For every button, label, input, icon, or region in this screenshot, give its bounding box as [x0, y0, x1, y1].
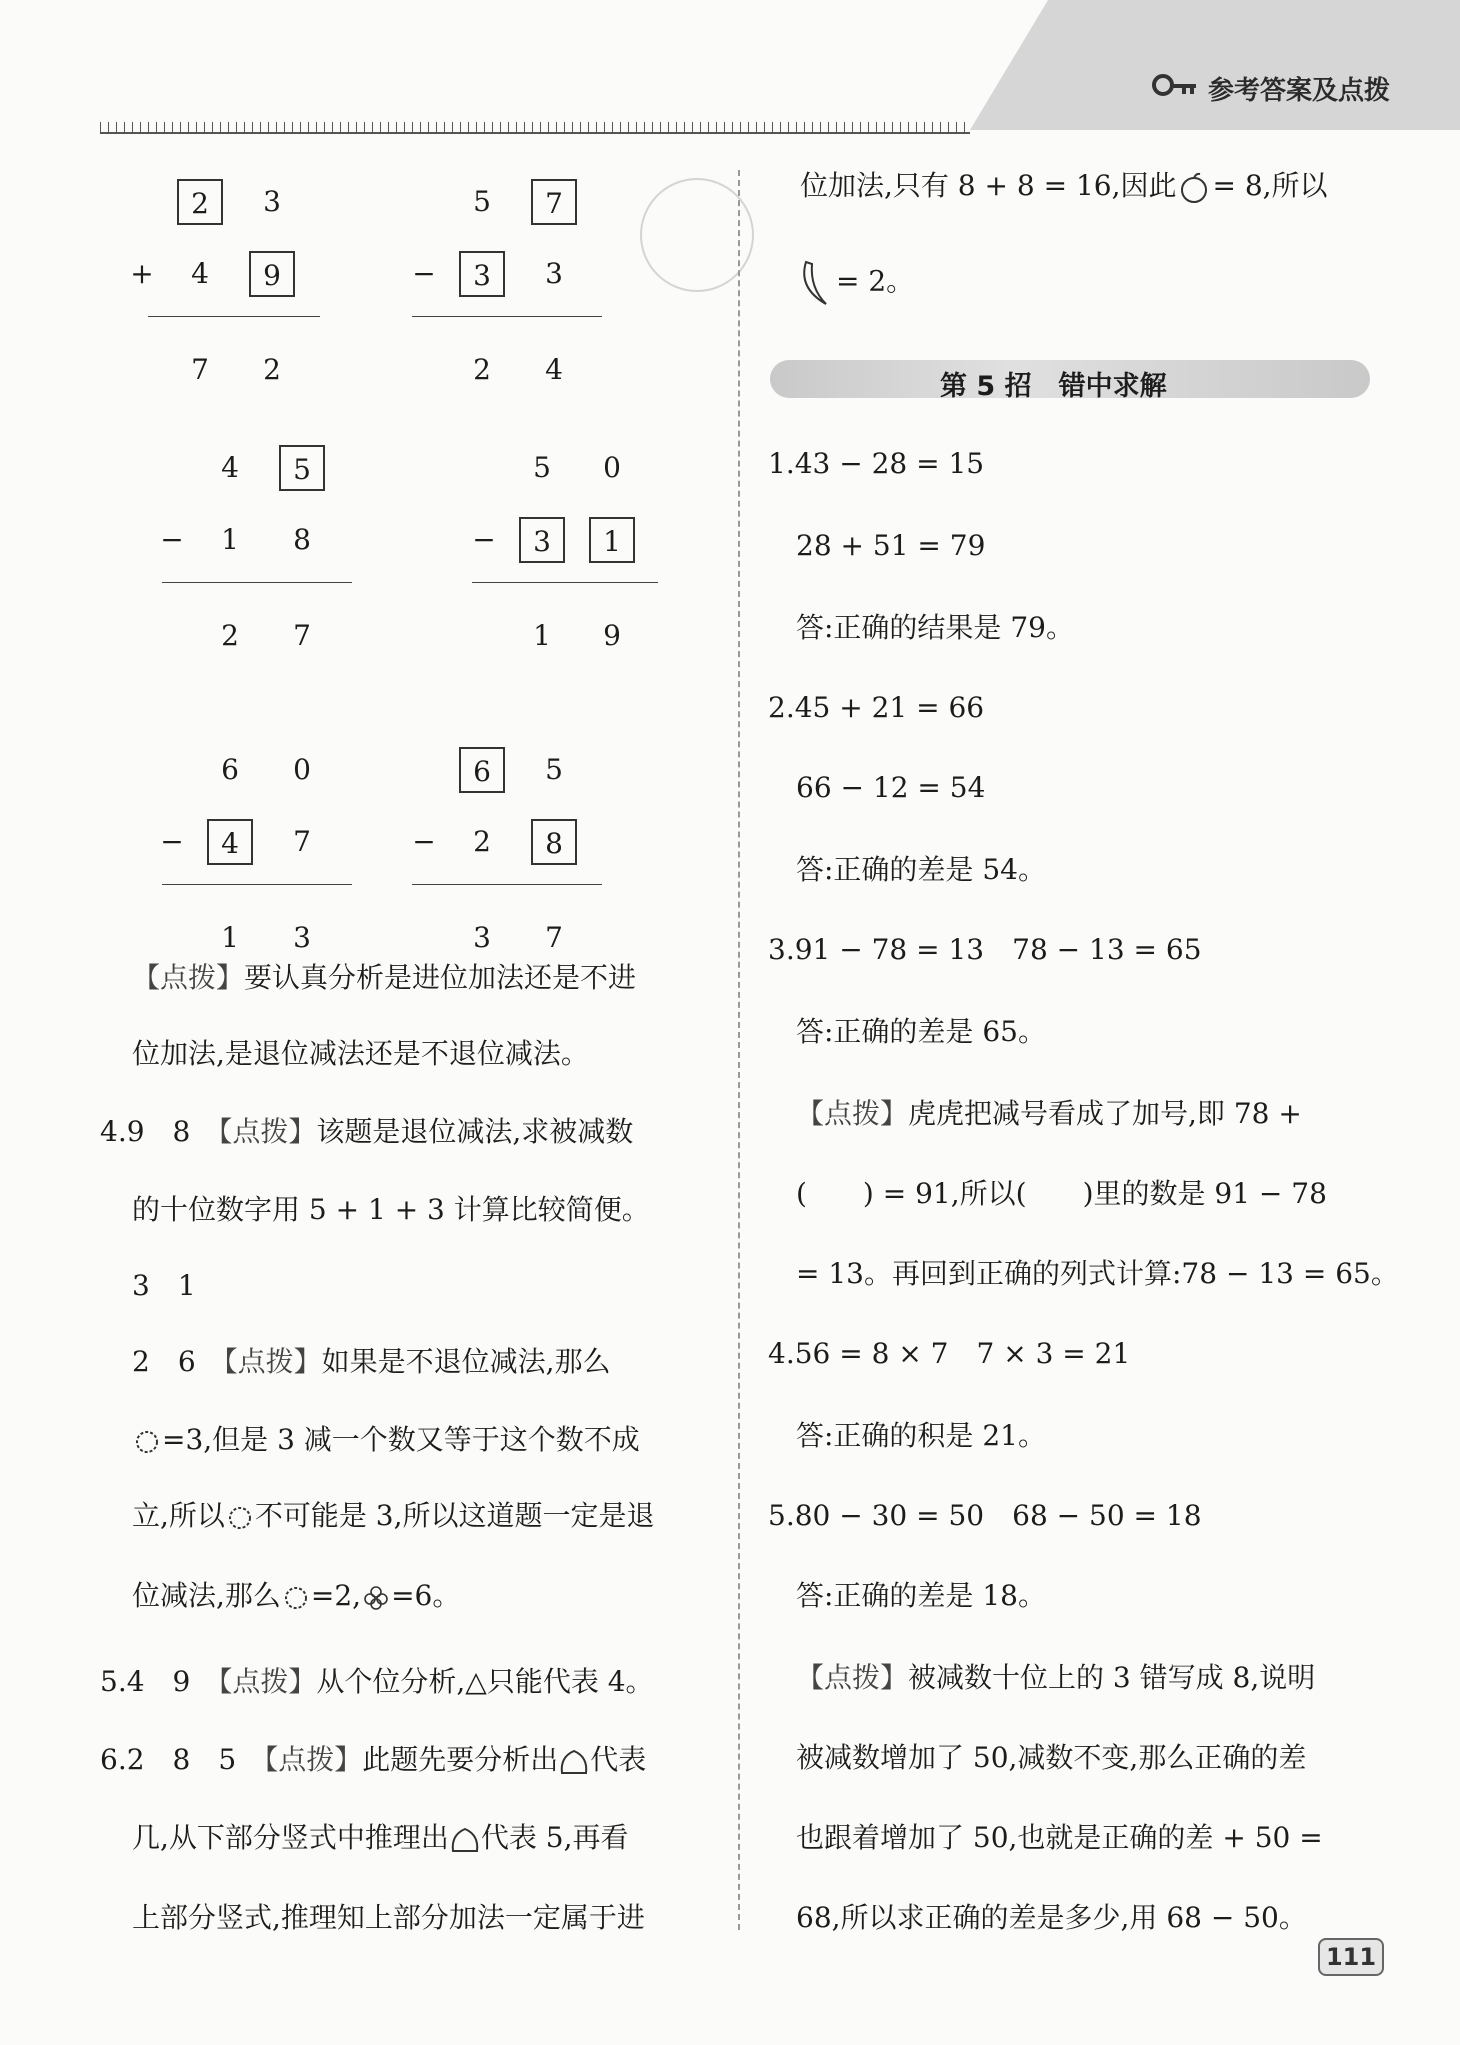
problem-6-rule — [412, 884, 602, 885]
problem-5-rule — [162, 884, 352, 885]
key-icon — [1152, 74, 1174, 96]
problem-3-mid-ones: 8 — [293, 523, 311, 556]
problem-2-rule — [412, 316, 602, 317]
problem-6-top-ones: 5 — [545, 753, 563, 786]
problem-3-result-ones: 7 — [293, 619, 311, 652]
q5-tip-line-2: 被减数增加了 50,减数不变,那么正确的差 — [796, 1741, 1307, 1774]
problem-2-mid-ones: 3 — [545, 257, 563, 290]
problem-5-top-ones: 0 — [293, 753, 311, 786]
q5-tip-line-4: 68,所以求正确的差是多少,用 68 − 50。 — [796, 1901, 1307, 1934]
problem-2-top-tens: 5 — [473, 185, 491, 218]
problem-4-result-ones: 9 — [603, 619, 621, 652]
q3-line-1: 3.91 − 78 = 13 78 − 13 = 65 — [768, 933, 1202, 966]
q4-line-1: 4.56 = 8 × 7 7 × 3 = 21 — [768, 1337, 1131, 1370]
problem-3-result-tens: 2 — [221, 619, 239, 652]
problem-4-rule — [472, 582, 658, 583]
q1-line-1: 1.43 − 28 = 15 — [768, 447, 985, 480]
q3-line-2: 答:正确的差是 65。 — [796, 1015, 1046, 1048]
problem-5-result-ones: 3 — [293, 921, 311, 954]
answer-4-line-6: 立,所以 不可能是 3,所以这道题一定是退 — [132, 1499, 655, 1532]
sun-ring-icon — [132, 1427, 162, 1457]
stamp-watermark-icon — [640, 178, 754, 292]
problem-2-result-tens: 2 — [473, 353, 491, 386]
peach-icon — [558, 1747, 590, 1777]
q5-line-2: 答:正确的差是 18。 — [796, 1579, 1046, 1612]
answer-4-line-5: =3,但是 3 减一个数又等于这个数不成 — [132, 1422, 640, 1458]
answer-5: 5.4 9 【点拨】从个位分析,△只能代表 4。 — [100, 1665, 654, 1698]
problem-1-result-tens: 7 — [191, 353, 209, 386]
problem-3-operator: − — [160, 523, 184, 556]
q2-line-1: 2.45 + 21 = 66 — [768, 691, 985, 724]
tip-1-line-2: 位加法,是退位减法还是不退位减法。 — [132, 1037, 589, 1070]
problem-1-mid-ones: 9 — [249, 251, 295, 297]
problem-4-top-ones: 0 — [603, 451, 621, 484]
problem-5-top-tens: 6 — [221, 753, 239, 786]
page-number: 111 — [1318, 1938, 1384, 1976]
section-title: 第 5 招 错中求解 — [940, 371, 1167, 402]
problem-6-mid-ones: 8 — [531, 819, 577, 865]
problem-3-mid-tens: 1 — [221, 523, 239, 556]
apple-icon — [1176, 171, 1212, 205]
q1-line-2: 28 + 51 = 79 — [796, 529, 986, 562]
q3-tip-line-3: = 13。再回到正确的列式计算:78 − 13 = 65。 — [796, 1257, 1399, 1290]
peach-icon — [449, 1825, 481, 1855]
answer-4-line-1: 4.9 8 【点拨】该题是退位减法,求被减数 — [100, 1115, 634, 1148]
q4-line-2: 答:正确的积是 21。 — [796, 1419, 1046, 1452]
header-title: 参考答案及点拨 — [1208, 76, 1391, 106]
problem-4-mid-ones: 1 — [589, 517, 635, 563]
q1-line-3: 答:正确的结果是 79。 — [796, 611, 1074, 644]
problem-5-result-tens: 1 — [221, 921, 239, 954]
q5-tip-line-1: 【点拨】被减数十位上的 3 错写成 8,说明 — [796, 1661, 1316, 1694]
key-icon-tooth — [1182, 84, 1186, 94]
problem-1-result-ones: 2 — [263, 353, 281, 386]
q5-line-1: 5.80 − 30 = 50 68 − 50 = 18 — [768, 1499, 1202, 1532]
sun-ring-icon — [281, 1583, 311, 1613]
problem-6-operator: − — [412, 825, 436, 858]
q2-line-2: 66 − 12 = 54 — [796, 771, 986, 804]
problem-6-result-ones: 7 — [545, 921, 563, 954]
problem-5-mid-ones: 7 — [293, 825, 311, 858]
problem-1-rule — [148, 316, 320, 317]
sun-ring-icon — [225, 1503, 255, 1533]
q3-tip-line-2: ( ) = 91,所以( )里的数是 91 − 78 — [796, 1177, 1327, 1210]
banana-icon — [796, 258, 836, 308]
problem-3-top-ones: 5 — [279, 445, 325, 491]
tip-1-line-1: 【点拨】要认真分析是进位加法还是不进 — [132, 961, 637, 994]
problem-6-mid-tens: 2 — [473, 825, 491, 858]
problem-3-top-tens: 4 — [221, 451, 239, 484]
cont-line-1: 位加法,只有 8 + 8 = 16,因此 = 8,所以 — [800, 168, 1328, 205]
problem-3-rule — [162, 582, 352, 583]
key-icon-tooth — [1190, 84, 1194, 94]
problem-2-result-ones: 4 — [545, 353, 563, 386]
problem-4-top-tens: 5 — [533, 451, 551, 484]
problem-5-mid-tens: 4 — [207, 819, 253, 865]
problem-2-operator: − — [412, 257, 436, 290]
problem-4-result-tens: 1 — [533, 619, 551, 652]
problem-4-operator: − — [472, 523, 496, 556]
answer-6-line-1: 6.2 8 5 【点拨】此题先要分析出 代表 — [100, 1743, 647, 1776]
cont-line-2: = 2。 — [796, 258, 914, 308]
problem-2-mid-tens: 3 — [459, 251, 505, 297]
answer-4-line-4: 2 6 【点拨】如果是不退位减法,那么 — [132, 1345, 611, 1378]
answer-6-line-3: 上部分竖式,推理知上部分加法一定属于进 — [132, 1901, 645, 1934]
column-divider — [738, 170, 740, 1930]
flower-icon — [361, 1583, 391, 1613]
q3-tip-line-1: 【点拨】虎虎把减号看成了加号,即 78 + — [796, 1097, 1302, 1130]
answer-6-line-2: 几,从下部分竖式中推理出 代表 5,再看 — [132, 1821, 629, 1854]
problem-4-mid-tens: 3 — [519, 517, 565, 563]
problem-1-operator: + — [130, 257, 154, 290]
answer-4-line-7: 位减法,那么 =2, =6。 — [132, 1579, 461, 1612]
problem-6-top-tens: 6 — [459, 747, 505, 793]
problem-2-top-ones: 7 — [531, 179, 577, 225]
problem-5-operator: − — [160, 825, 184, 858]
problem-1-top-tens: 2 — [177, 179, 223, 225]
q2-line-3: 答:正确的差是 54。 — [796, 853, 1046, 886]
header-banner — [970, 0, 1460, 130]
answer-4-line-2: 的十位数字用 5 + 1 + 3 计算比较简便。 — [132, 1193, 650, 1226]
problem-6-result-tens: 3 — [473, 921, 491, 954]
header-ruler — [100, 118, 970, 134]
problem-1-mid-tens: 4 — [191, 257, 209, 290]
problem-1-top-ones: 3 — [263, 185, 281, 218]
q5-tip-line-3: 也跟着增加了 50,也就是正确的差 + 50 = — [796, 1821, 1323, 1854]
answer-4-line-3: 3 1 — [132, 1269, 196, 1302]
